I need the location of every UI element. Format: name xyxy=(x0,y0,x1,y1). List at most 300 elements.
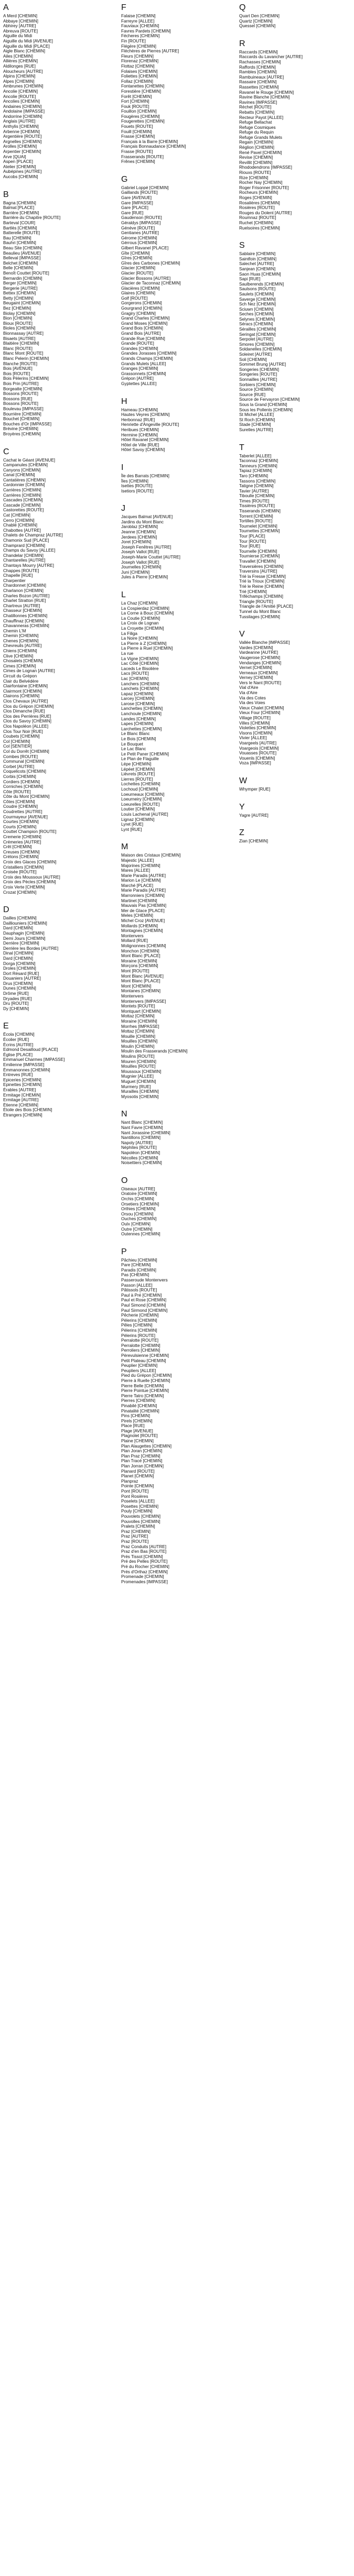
street-link[interactable]: Le Lac Blanc xyxy=(121,747,146,752)
street-link[interactable]: La Croix de Lognan xyxy=(121,621,159,626)
street-link[interactable]: Pont [ROUTE] xyxy=(121,1489,149,1494)
street-link[interactable]: Coquelicots [CHEMIN] xyxy=(3,769,46,774)
street-link[interactable]: Sorbiers [CHEMIN] xyxy=(239,382,276,387)
street-link[interactable]: La Coutie [CHEMIN] xyxy=(121,616,160,621)
street-link[interactable]: La Pierre à Z [CHEMIN] xyxy=(121,641,167,646)
street-link[interactable]: Landes [CHEMIN] xyxy=(121,716,156,721)
street-link[interactable]: Andolaine [IMPASSE] xyxy=(3,109,45,114)
street-link[interactable]: Cantatières [CHEMIN] xyxy=(3,477,46,483)
street-link[interactable]: Réchet [ROUTE] xyxy=(239,105,272,110)
street-link[interactable]: Saulberends [CHEMIN] xyxy=(239,281,284,287)
street-link[interactable]: Clive [CHEMIN] xyxy=(3,653,34,659)
street-link[interactable]: Glacier Bossons [AUTRE] xyxy=(121,276,171,281)
street-link[interactable]: Chemin L'M xyxy=(3,628,26,633)
street-link[interactable]: Fouets [ROUTE] xyxy=(121,124,153,129)
street-link[interactable]: Hameau [CHEMIN] xyxy=(121,407,158,412)
street-link[interactable]: Demi Jours [CHEMIN] xyxy=(3,936,46,941)
street-link[interactable]: Paradis [CHEMIN] xyxy=(121,1267,156,1273)
street-link[interactable]: Emilienne [IMPASSE] xyxy=(3,1062,45,1067)
street-link[interactable]: Charlet Stratton [RUE] xyxy=(3,598,46,604)
street-link[interactable]: Rouges du Dolent [AUTRE] xyxy=(239,210,292,215)
street-link[interactable]: Gragiry [CHEMIN] xyxy=(121,311,156,316)
street-link[interactable]: Aldilonges [RUE] xyxy=(3,63,36,69)
street-link[interactable]: Oratoire [CHEMIN] xyxy=(121,1191,157,1197)
street-link[interactable]: Praz [ROUTE] xyxy=(121,1539,149,1544)
street-link[interactable]: Joseph Vallot [RUE] xyxy=(121,550,159,555)
street-link[interactable]: Grépon [AUTRE] xyxy=(121,376,154,381)
street-link[interactable]: Beaulieu [AVENUE] xyxy=(3,250,41,256)
street-link[interactable]: Clos Chevaux [AUTRE] xyxy=(3,699,48,704)
street-link[interactable]: Borgeatte [CHEMIN] xyxy=(3,386,42,391)
street-link[interactable]: Grand Moses [CHEMIN] xyxy=(121,321,168,326)
street-link[interactable]: Col du Dorrêt [CHEMIN] xyxy=(3,749,49,754)
street-link[interactable]: Charles Bozon [AUTRE] xyxy=(3,593,50,598)
street-link[interactable]: Passon [ALLEE] xyxy=(121,1282,153,1288)
street-link[interactable]: Quessel [CHEMIN] xyxy=(239,24,276,29)
street-link[interactable]: Sapi [RUE] xyxy=(239,277,261,282)
street-link[interactable]: Voargeels [AUTRE] xyxy=(239,741,276,746)
street-link[interactable]: Dorga [CHEMIN] xyxy=(3,961,36,966)
street-link[interactable]: Bionnassay [AUTRE] xyxy=(3,331,44,336)
street-link[interactable]: Seringat [CHEMIN] xyxy=(239,332,276,337)
street-link[interactable]: Rebatts [CHEMIN] xyxy=(239,109,275,115)
street-link[interactable]: Dauphagin [CHEMIN] xyxy=(3,930,45,936)
street-link[interactable]: Bois Pèlerins [CHEMIN] xyxy=(3,376,49,381)
street-link[interactable]: Orchis [CHEMIN] xyxy=(121,1196,154,1201)
street-link[interactable]: Emmanuel Charmes [IMPASSE] xyxy=(3,1057,65,1062)
street-link[interactable]: Rambles [CHEMIN] xyxy=(239,70,277,75)
street-link[interactable]: Dryades [RUE] xyxy=(3,996,32,1001)
street-link[interactable]: Oulx [CHEMIN] xyxy=(121,1221,151,1226)
street-link[interactable]: Clos Dimanche [RUE] xyxy=(3,709,45,714)
street-link[interactable]: Pouly [CHEMIN] xyxy=(121,1509,153,1514)
street-link[interactable]: Raccards du Lavancher [AUTRE] xyxy=(239,54,303,60)
street-link[interactable]: Aigle Blanc [CHEMIN] xyxy=(3,49,46,54)
street-link[interactable]: Bau [CHEMIN] xyxy=(3,235,31,240)
street-link[interactable]: Chapelle [RUE] xyxy=(3,573,33,578)
street-link[interactable]: Aucobs [CHEMIN] xyxy=(3,174,38,179)
street-link[interactable]: Fin [ROUTE] xyxy=(121,38,146,43)
street-link[interactable]: Saulets [CHEMIN] xyxy=(239,291,274,297)
street-link[interactable]: Sommet Brung [AUTRE] xyxy=(239,362,286,367)
street-link[interactable]: Voargeois [CHEMIN] xyxy=(239,746,279,751)
street-link[interactable]: Beau Site [CHEMIN] xyxy=(3,245,42,250)
street-link[interactable]: Rambuineaux [AUTRE] xyxy=(239,74,284,80)
street-link[interactable]: Bossons [RUE] xyxy=(3,396,33,401)
street-link[interactable]: Fléchères de Pierres [AUTRE] xyxy=(121,49,179,54)
street-link[interactable]: Croix des Moussoux [AUTRE] xyxy=(3,874,60,880)
street-link[interactable]: Campanules [CHEMIN] xyxy=(3,463,48,468)
street-link[interactable]: Flottaz [CHEMIN] xyxy=(121,63,155,69)
street-link[interactable]: Marché [PLACE] xyxy=(121,883,153,888)
street-link[interactable]: Isettes [ROUTE] xyxy=(121,484,153,489)
street-link[interactable]: Posettes [CHEMIN] xyxy=(121,1504,158,1509)
street-link[interactable]: Blanc [ROUTE] xyxy=(3,346,33,351)
street-link[interactable]: Sciuwn [CHEMIN] xyxy=(239,306,274,312)
street-link[interactable]: Tour [PLACE] xyxy=(239,534,265,539)
street-link[interactable]: Oiseaux [AUTRE] xyxy=(121,1186,155,1191)
street-link[interactable]: Îles [CHEMIN] xyxy=(121,478,148,484)
street-link[interactable]: Taro [CHEMIN] xyxy=(239,473,269,478)
street-link[interactable]: Traversins [AUTRE] xyxy=(239,569,277,574)
street-link[interactable]: Pointe [CHEMIN] xyxy=(121,1484,154,1489)
street-link[interactable]: Tiboulle [CHEMIN] xyxy=(239,494,275,499)
street-link[interactable]: Blaitière [CHEMIN] xyxy=(3,341,39,346)
street-link[interactable]: Fougères [CHEMIN] xyxy=(121,114,160,119)
street-link[interactable]: Nantillons [CHEMIN] xyxy=(121,1135,161,1141)
street-link[interactable]: Plan Tracé [CHEMIN] xyxy=(121,1459,163,1464)
street-link[interactable]: Quart Den [CHEMIN] xyxy=(239,14,280,18)
street-link[interactable]: Planpraz xyxy=(121,1478,138,1484)
street-link[interactable]: Taberlet [ALLEE] xyxy=(239,453,272,458)
street-link[interactable]: Pinatalité [CHEMIN] xyxy=(121,1408,159,1413)
street-link[interactable]: Perroliers [CHEMIN] xyxy=(121,1348,160,1353)
street-link[interactable]: Grands Mulets [ALLEE] xyxy=(121,361,166,366)
street-link[interactable]: Morçons [CHEMIN] xyxy=(121,963,158,969)
street-link[interactable]: Roumnaz [ROUTE] xyxy=(239,215,276,221)
street-link[interactable]: Clairons [CHEMIN] xyxy=(3,694,40,699)
street-link[interactable]: Peupliers [ALLEE] xyxy=(121,1368,156,1373)
street-link[interactable]: Pèlerins [ROUTE] xyxy=(121,1333,156,1338)
street-link[interactable]: Larchettes [CHEMIN] xyxy=(121,726,162,731)
street-link[interactable]: Vial d'Aire xyxy=(239,685,259,690)
street-link[interactable]: Cremerie [CHEMIN] xyxy=(3,835,41,840)
street-link[interactable]: Droles [CHEMIN] xyxy=(3,966,36,971)
street-link[interactable]: Derrière les Bordes [AUTRE] xyxy=(3,946,59,951)
street-link[interactable]: Outennes [CHEMIN] xyxy=(121,1232,160,1237)
street-link[interactable]: Aspen [PLACE] xyxy=(3,159,33,165)
street-link[interactable]: Croix Verte [CHEMIN] xyxy=(3,884,45,890)
street-link[interactable]: Croix des Pècles [CHEMIN] xyxy=(3,880,56,885)
street-link[interactable]: Chardonnet [CHEMIN] xyxy=(3,583,46,588)
street-link[interactable]: Frasse [ROUTE] xyxy=(121,149,153,155)
street-link[interactable]: Chamonix Sud [PLACE] xyxy=(3,538,49,543)
street-link[interactable]: Mauvais Pas [CHEMIN] xyxy=(121,903,166,908)
street-link[interactable]: Whymper [RUE] xyxy=(239,786,271,792)
street-link[interactable]: Trié [CHEMIN] xyxy=(239,589,267,594)
street-link[interactable]: Pas [CHEMIN] xyxy=(121,1273,149,1278)
street-link[interactable]: Tatigne [CHEMIN] xyxy=(239,484,274,489)
street-link[interactable]: Favres Pardets [CHEMIN] xyxy=(121,28,171,34)
street-link[interactable]: Vers le Nant [ROUTE] xyxy=(239,680,282,685)
street-link[interactable]: Raffords [CHEMIN] xyxy=(239,64,276,70)
street-link[interactable]: Brévine [CHEMIN] xyxy=(3,426,38,432)
street-link[interactable]: Corbis [CHEMIN] xyxy=(3,774,36,779)
street-link[interactable]: Hôtel Savoy [CHEMIN] xyxy=(121,447,165,453)
street-link[interactable]: Juni [CHEMIN] xyxy=(121,569,150,575)
street-link[interactable]: Pèlerins [CHEMIN] xyxy=(121,1318,157,1323)
street-link[interactable]: Grandes [CHEMIN] xyxy=(121,346,158,351)
street-link[interactable]: Église [PLACE] xyxy=(3,1052,33,1057)
street-link[interactable]: Ouches [CHEMIN] xyxy=(121,1216,157,1222)
street-link[interactable]: Hôtel de Ville [RUE] xyxy=(121,442,159,447)
street-link[interactable]: Napoly [AUTRE] xyxy=(121,1140,153,1145)
street-link[interactable]: Boulevau [IMPASSE] xyxy=(3,406,44,411)
street-link[interactable]: Sanjean [CHEMIN] xyxy=(239,266,276,271)
street-link[interactable]: Bossons [ROUTE] xyxy=(3,401,38,407)
street-link[interactable]: Larose [CHEMIN] xyxy=(121,701,155,706)
street-link[interactable]: La Cospierdaz [CHEMIN] xyxy=(121,606,169,611)
street-link[interactable]: Montagnes [CHEMIN] xyxy=(121,928,163,934)
street-link[interactable]: Ancolie [CHEMIN] xyxy=(3,89,38,94)
street-link[interactable]: Argnelles [CHEMIN] xyxy=(3,139,42,144)
street-link[interactable]: Champrard [CHEMIN] xyxy=(3,543,46,548)
street-link[interactable]: Tussilages [CHEMIN] xyxy=(239,614,280,619)
street-link[interactable]: Gare [AVENUE] xyxy=(121,195,152,200)
street-link[interactable]: Bois [AVENUE] xyxy=(3,366,33,371)
street-link[interactable]: Tournettes [CHEMIN] xyxy=(239,529,280,534)
street-link[interactable]: Nant Blanc [CHEMIN] xyxy=(121,1120,163,1125)
street-link[interactable]: Aiguille du Midi xyxy=(3,34,33,39)
street-link[interactable]: Gaillands [ROUTE] xyxy=(121,190,158,195)
street-link[interactable]: Atelier [CHEMIN] xyxy=(3,164,36,169)
street-link[interactable]: Blanche [ROUTE] xyxy=(3,361,38,366)
street-link[interactable]: Mouilles [CHEMIN] xyxy=(121,1039,158,1044)
street-link[interactable]: Source de Fervayron [CHEMIN] xyxy=(239,397,300,402)
street-link[interactable]: Lanchets [CHEMIN] xyxy=(121,686,159,692)
street-link[interactable]: Barrière [CHEMIN] xyxy=(3,210,39,215)
street-link[interactable]: Circuit du Grépon xyxy=(3,674,37,679)
street-link[interactable]: Villes [CHEMIN] xyxy=(239,720,270,726)
street-link[interactable]: Pralets [CHEMIN] xyxy=(121,1524,155,1529)
street-link[interactable]: Mont Blanc [PLACE] xyxy=(121,979,160,984)
street-link[interactable]: Le Plan de Flaguille xyxy=(121,757,159,762)
street-link[interactable]: Aiguille du Midi [AVENUE] xyxy=(3,38,53,43)
street-link[interactable]: Dard [CHEMIN] xyxy=(3,956,33,961)
street-link[interactable]: Plaine [CHEMIN] xyxy=(121,1439,154,1444)
street-link[interactable]: Tisserands [CHEMIN] xyxy=(239,509,281,514)
street-link[interactable]: Place [RUE] xyxy=(121,1423,145,1429)
street-link[interactable]: Génève [ROUTE] xyxy=(121,225,155,231)
street-link[interactable]: La Corne à Bouc [CHEMIN] xyxy=(121,611,174,616)
street-link[interactable]: Frênes [CHEMIN] xyxy=(121,159,155,165)
street-link[interactable]: Anthylis [CHEMIN] xyxy=(3,124,39,129)
street-link[interactable]: Planard [ROUTE] xyxy=(121,1468,155,1474)
street-link[interactable]: Flégère [CHEMIN] xyxy=(121,43,156,49)
street-link[interactable]: Croix des Glaces [CHEMIN] xyxy=(3,860,57,864)
street-link[interactable]: Rocheurs [CHEMIN] xyxy=(239,190,278,195)
street-link[interactable]: Marion Le [CHEMIN] xyxy=(121,878,161,883)
street-link[interactable]: Pré du Rocher [CHEMIN] xyxy=(121,1564,169,1569)
street-link[interactable]: Tour [ROUTE] xyxy=(239,539,266,544)
street-link[interactable]: Refuge Cosmiques xyxy=(239,125,276,130)
street-link[interactable]: Plagnolet [ROUTE] xyxy=(121,1433,158,1439)
street-link[interactable]: Jaroblaz [CHEMIN] xyxy=(121,524,158,530)
street-link[interactable]: Derrière [CHEMIN] xyxy=(3,941,39,946)
street-link[interactable]: Gîres [CHEMIN] xyxy=(121,256,153,261)
street-link[interactable]: Pont Rosières xyxy=(121,1494,148,1499)
street-link[interactable]: Arbenne [CHEMIN] xyxy=(3,129,40,134)
street-link[interactable]: Tissières [ROUTE] xyxy=(239,503,275,509)
street-link[interactable]: Ancolies [CHEMIN] xyxy=(3,99,40,104)
street-link[interactable]: Glacier [CHEMIN] xyxy=(121,266,156,271)
street-link[interactable]: Frasse [CHEMIN] xyxy=(121,134,155,139)
street-link[interactable]: Grandes Jorasses [CHEMIN] xyxy=(121,351,177,356)
street-link[interactable]: Côte [ROUTE] xyxy=(3,789,31,794)
street-link[interactable]: Pierre Tatro [CHEMIN] xyxy=(121,1393,164,1398)
street-link[interactable]: Mont Blanc [AVENUE] xyxy=(121,973,164,979)
street-link[interactable]: Betty [CHEMIN] xyxy=(3,295,34,301)
street-link[interactable]: Bisaets [AUTRE] xyxy=(3,336,36,341)
street-link[interactable]: Florenaz [CHEMIN] xyxy=(121,59,158,64)
street-link[interactable]: Rosalières [CHEMIN] xyxy=(239,200,280,205)
street-link[interactable]: Anglais [AUTRE] xyxy=(3,119,36,124)
street-link[interactable]: Clos du Grépon [CHEMIN] xyxy=(3,704,54,709)
street-link[interactable]: Revise [CHEMIN] xyxy=(239,155,273,160)
street-link[interactable]: Napoléon [CHEMIN] xyxy=(121,1150,160,1155)
street-link[interactable]: Frasserands [ROUTE] xyxy=(121,154,164,159)
street-link[interactable]: Times [ROUTE] xyxy=(239,498,270,503)
street-link[interactable]: Selynes [CHEMIN] xyxy=(239,316,275,322)
street-link[interactable]: Paul Sirmond [CHEMIN] xyxy=(121,1308,168,1313)
street-link[interactable]: Castorettes [ROUTE] xyxy=(3,508,44,513)
street-link[interactable]: Saverge [CHEMIN] xyxy=(239,297,276,302)
street-link[interactable]: Dy [CHEMIN] xyxy=(3,1006,29,1011)
street-link[interactable]: Yagre [AUTRE] xyxy=(239,813,269,818)
street-link[interactable]: Via d'Aire xyxy=(239,690,258,696)
street-link[interactable]: Refuge Grands Mulets xyxy=(239,135,282,140)
street-link[interactable]: Trié la Trioux [CHEMIN] xyxy=(239,579,285,584)
street-link[interactable]: Drôme [RUE] xyxy=(3,991,29,996)
street-link[interactable]: Riouxs [ROUTE] xyxy=(239,170,271,176)
street-link[interactable]: Géraldys [IMPASSE] xyxy=(121,220,161,225)
street-link[interactable]: Grassonnets [CHEMIN] xyxy=(121,371,166,376)
street-link[interactable]: La rue xyxy=(121,651,134,656)
street-link[interactable]: La Noire [CHEMIN] xyxy=(121,636,158,641)
street-link[interactable]: Fort [CHEMIN] xyxy=(121,99,149,104)
street-link[interactable]: Forestière [CHEMIN] xyxy=(121,89,161,94)
street-link[interactable]: Henriette d'Angeville [ROUTE] xyxy=(121,422,179,427)
street-link[interactable]: Folaises [CHEMIN] xyxy=(121,69,158,74)
street-link[interactable]: Arpentier [CHEMIN] xyxy=(3,149,41,155)
street-link[interactable]: Communal [CHEMIN] xyxy=(3,759,45,764)
street-link[interactable]: Balmat [PLACE] xyxy=(3,205,35,211)
street-link[interactable]: Cimes de Lognan [AUTRE] xyxy=(3,668,55,674)
street-link[interactable]: Chantays Mourry [AUTRE] xyxy=(3,563,54,568)
street-link[interactable]: Maison des Cristaux [CHEMIN] xyxy=(121,853,181,858)
street-link[interactable]: Le Bois [CHEMIN] xyxy=(121,737,156,742)
street-link[interactable]: Murailles [CHEMIN] xyxy=(121,1089,159,1094)
street-link[interactable]: Raccards [CHEMIN] xyxy=(239,49,278,54)
street-link[interactable]: Laceds Le Bisolière xyxy=(121,666,159,671)
street-link[interactable]: Roger Frisonner [ROUTE] xyxy=(239,185,289,190)
street-link[interactable]: Rize [CHEMIN] xyxy=(239,175,269,180)
street-link[interactable]: Coudrettes [AUTRE] xyxy=(3,809,42,815)
street-link[interactable]: St Roch [CHEMIN] xyxy=(239,417,275,422)
street-link[interactable]: Ancolie [ROUTE] xyxy=(3,94,36,99)
street-link[interactable]: Glacier de Taconnaz [CHEMIN] xyxy=(121,281,181,286)
street-link[interactable]: Cascades [CHEMIN] xyxy=(3,498,43,503)
street-link[interactable]: La Filiga xyxy=(121,631,137,636)
street-link[interactable]: Pierres [CHEMIN] xyxy=(121,1398,156,1404)
street-link[interactable]: Courtes [CHEMIN] xyxy=(3,819,39,825)
street-link[interactable]: Poselets [ALLEE] xyxy=(121,1499,155,1504)
street-link[interactable]: Lacs [ROUTE] xyxy=(121,671,149,676)
street-link[interactable]: Lapes [CHEMIN] xyxy=(121,721,154,727)
street-link[interactable]: Perralotte [CHEMIN] xyxy=(121,1343,160,1348)
street-link[interactable]: Glacières [CHEMIN] xyxy=(121,286,160,291)
street-link[interactable]: Voza [IMPASSE] xyxy=(239,761,271,766)
street-link[interactable]: Promenade [CHEMIN] xyxy=(121,1574,164,1580)
street-link[interactable]: Cristalliers [CHEMIN] xyxy=(3,864,44,870)
street-link[interactable]: Étienne [CHEMIN] xyxy=(3,1102,38,1108)
street-link[interactable]: Combes [ROUTE] xyxy=(3,754,38,759)
street-link[interactable]: Réglion [CHEMIN] xyxy=(239,145,274,150)
street-link[interactable]: Lynt [RUE] xyxy=(121,827,142,832)
street-link[interactable]: Isetiors [ROUTE] xyxy=(121,488,154,494)
street-link[interactable]: Quartz [CHEMIN] xyxy=(239,18,273,24)
street-link[interactable]: Herbonnaz [RUE] xyxy=(121,417,155,422)
street-link[interactable]: Smores [CHEMIN] xyxy=(239,342,275,347)
street-link[interactable]: Clos du Savoy [CHEMIN] xyxy=(3,719,51,724)
street-link[interactable]: Gîres des Carbones [CHEMIN] xyxy=(121,260,180,266)
street-link[interactable]: Chenes [CHEMIN] xyxy=(3,638,39,643)
street-link[interactable]: Bouchet [CHEMIN] xyxy=(3,416,40,422)
street-link[interactable]: Vernet [CHEMIN] xyxy=(239,665,272,671)
street-link[interactable]: Étoile des Bois [CHEMIN] xyxy=(3,1108,52,1113)
street-link[interactable]: Fleurs [CHEMIN] xyxy=(121,53,154,59)
street-link[interactable]: Barteval [COUR] xyxy=(3,220,35,225)
street-link[interactable]: Ruelsoires [CHEMIN] xyxy=(239,225,280,231)
street-link[interactable]: Mouren [CHEMIN] xyxy=(121,1059,156,1064)
street-link[interactable]: Vallée Blanche [IMPASSE] xyxy=(239,640,290,645)
street-link[interactable]: Cerro [CHEMIN] xyxy=(3,518,35,523)
street-link[interactable]: Tapiaz [CHEMIN] xyxy=(239,468,272,474)
street-link[interactable]: Songeries [CHEMIN] xyxy=(239,367,279,372)
street-link[interactable]: St Michel [ALLEE] xyxy=(239,412,274,418)
street-link[interactable]: Glaires [CHEMIN] xyxy=(121,291,156,296)
street-link[interactable]: Fécheres [CHEMIN] xyxy=(121,34,160,39)
street-link[interactable]: Pinabilé [CHEMIN] xyxy=(121,1403,157,1408)
street-link[interactable]: Andaines [CHEMIN] xyxy=(3,104,42,109)
street-link[interactable]: Jerdees [CHEMIN] xyxy=(121,534,157,540)
street-link[interactable]: Bois Prin [AUTRE] xyxy=(3,381,39,386)
street-link[interactable]: Pré des Pelles [ROUTE] xyxy=(121,1559,168,1564)
street-link[interactable]: Marronniers [CHEMIN] xyxy=(121,893,165,898)
street-link[interactable]: Moulins [ROUTE] xyxy=(121,1054,155,1059)
street-link[interactable]: Coudre [CHEMIN] xyxy=(3,804,38,809)
street-link[interactable]: Travallet [CHEMIN] xyxy=(239,559,276,564)
street-link[interactable]: Dinal [CHEMIN] xyxy=(3,951,34,956)
street-link[interactable]: Soldanelles [CHEMIN] xyxy=(239,347,282,352)
street-link[interactable]: Tavier [AUTRE] xyxy=(239,488,269,494)
street-link[interactable]: Trié le Reine [CHEMIN] xyxy=(239,584,284,589)
street-link[interactable]: Dru [ROUTE] xyxy=(3,1001,29,1006)
street-link[interactable]: Ambrunes [CHEMIN] xyxy=(3,84,44,89)
street-link[interactable]: Lochoud [CHEMIN] xyxy=(121,786,158,792)
street-link[interactable]: Gérome [CHEMIN] xyxy=(121,235,157,240)
street-link[interactable]: Pierre Belle [CHEMIN] xyxy=(121,1383,164,1388)
street-link[interactable]: Montquart [CHEMIN] xyxy=(121,1009,161,1014)
street-link[interactable]: Joseph Vallot [RUE] xyxy=(121,560,159,565)
street-link[interactable]: La Vigne [CHEMIN] xyxy=(121,656,159,661)
street-link[interactable]: Charpentier xyxy=(3,578,26,583)
street-link[interactable]: Via des Voies xyxy=(239,700,265,706)
street-link[interactable]: Journelles [CHEMIN] xyxy=(121,565,162,570)
street-link[interactable]: Orthies [CHEMIN] xyxy=(121,1207,156,1212)
street-link[interactable]: Français Bonnaudance [CHEMIN] xyxy=(121,144,186,149)
street-link[interactable]: Vouasses [ROUTE] xyxy=(239,751,276,756)
street-link[interactable]: Chauffinaz [CHEMIN] xyxy=(3,618,45,623)
street-link[interactable]: Ermitage [AUTRE] xyxy=(3,1098,39,1103)
street-link[interactable]: Pouvolles [CHEMIN] xyxy=(121,1519,160,1524)
street-link[interactable]: Mollard [RUE] xyxy=(121,938,148,944)
street-link[interactable]: Fougerettes [CHEMIN] xyxy=(121,119,165,124)
street-link[interactable]: Vendanges [CHEMIN] xyxy=(239,660,282,665)
street-link[interactable]: Belle [CHEMIN] xyxy=(3,266,34,271)
street-link[interactable]: Ravine Blanche [CHEMIN] xyxy=(239,95,290,100)
street-link[interactable]: Lochettes [CHEMIN] xyxy=(121,782,160,787)
